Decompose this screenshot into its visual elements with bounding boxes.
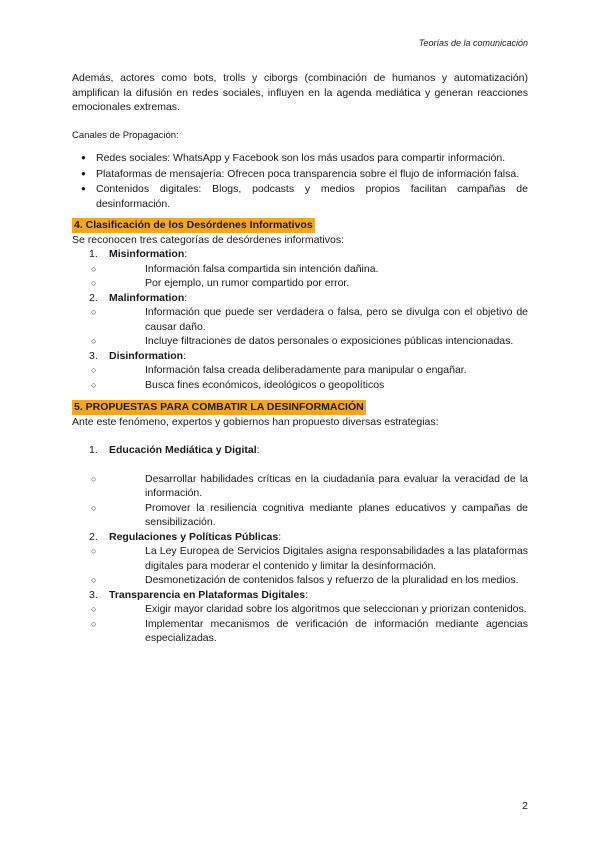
list-item: ● Contenidos digitales: Blogs, podcasts y medios propios facilitan campañas de desinformación.	[72, 182, 528, 211]
sub-list-item: ○ Información que puede ser verdadera o falsa, pero se divulga con el objetivo de causar daño.	[72, 305, 528, 334]
list-item: 3. Disinformation: ○ Información falsa creada deliberadamente para manipular o engañar. ○ Busca fines económicos, ideológicos o geopolíticos	[72, 349, 528, 393]
sub-list-item: ○ Desmonetización de contenidos falsos y refuerzo de la pluralidad en los medios.	[72, 573, 528, 588]
page-number: 2	[522, 800, 528, 812]
section-4-list	[72, 247, 528, 392]
list-item: ● Plataformas de mensajería: Ofrecen poca transparencia sobre el flujo de información falsa.	[72, 167, 528, 182]
list-item: ● Redes sociales: WhatsApp y Facebook son los más usados para compartir información.	[72, 151, 528, 166]
list-item: 2. Regulaciones y Políticas Públicas: ○ La Ley Europea de Servicios Digitales asigna responsabilidades a las plataformas digitales para moderar el contenido y limitar la desinformación. ○ Desmonetización de contenidos falsos y refuerzo de la pluralidad en los medios.	[72, 530, 528, 588]
list-item: 1. Misinformation: ○ Información falsa compartida sin intención dañina. ○ Por ejemplo, un rumor compartido por error.	[72, 247, 528, 291]
section-4-heading: 4. Clasificación de los Desórdenes Informativos	[74, 219, 313, 231]
section-5-list	[72, 443, 528, 646]
intro-paragraph: Además, actores como bots, trolls y ciborgs (combinación de humanos y automatización) amplifican la difusión en redes sociales, influyen en la agenda mediática y generan reacciones emocionales extremas.	[72, 72, 528, 113]
running-header: Teorías de la comunicación	[418, 38, 528, 48]
section-5-heading: 5. PROPUESTAS PARA COMBATIR LA DESINFORMACIÓN	[74, 401, 364, 413]
sub-list-item: ○ Incluye filtraciones de datos personales o exposiciones públicas intencionadas.	[72, 334, 528, 349]
section-4-lead: Se reconocen tres categorías de desórdenes informativos:	[72, 233, 344, 246]
channels-label: Canales de Propagación:	[72, 129, 179, 141]
item-title: Misinformation	[109, 248, 185, 260]
item-title: Regulaciones y Políticas Públicas	[109, 530, 279, 543]
item-title: Disinformation	[109, 349, 184, 362]
sub-list-item: ○ Desarrollar habilidades críticas en la ciudadanía para evaluar la veracidad de la información.	[72, 472, 528, 501]
sub-list-item: ○ La Ley Europea de Servicios Digitales asigna responsabilidades a las plataformas digitales para moderar el contenido y limitar la desinformación.	[72, 544, 528, 573]
page-content	[72, 71, 528, 646]
sub-list-item: ○ Por ejemplo, un rumor compartido por error.	[72, 276, 528, 291]
list-item: 2. Malinformation: ○ Información que puede ser verdadera o falsa, pero se divulga con el objetivo de causar daño. ○ Incluye filtraciones de datos personales o exposiciones públicas intencionadas.	[72, 291, 528, 349]
sub-list-item: ○ Implementar mecanismos de verificación de información mediante agencias especializadas.	[72, 617, 528, 646]
section-5-lead: Ante este fenómeno, expertos y gobiernos han propuesto diversas estrategias:	[72, 415, 439, 428]
sub-list-item: ○ Información falsa creada deliberadamente para manipular o engañar.	[72, 363, 528, 378]
channels-list	[72, 151, 528, 211]
sub-list-item: ○ Exigir mayor claridad sobre los algoritmos que seleccionan y priorizan contenidos.	[72, 602, 528, 617]
item-title: Transparencia en Plataformas Digitales	[109, 588, 306, 601]
sub-list-item: ○ Información falsa compartida sin intención dañina.	[72, 262, 528, 277]
sub-list-item: ○ Promover la resiliencia cognitiva mediante planes educativos y campañas de sensibilización.	[72, 501, 528, 530]
item-title: Malinformation	[109, 291, 185, 304]
list-item: 3. Transparencia en Plataformas Digitales: ○ Exigir mayor claridad sobre los algoritmos que seleccionan y priorizan contenidos. ○ Implementar mecanismos de verificación de información mediante agencias especializadas.	[72, 588, 528, 646]
item-title: Educación Mediática y Digital	[109, 444, 257, 456]
sub-list-item: ○ Busca fines económicos, ideológicos o geopolíticos	[72, 378, 528, 393]
list-item: 1. Educación Mediática y Digital: ○ Desarrollar habilidades críticas en la ciudadanía para evaluar la veracidad de la información. ○ Promover la resiliencia cognitiva mediante planes educativos y campañas de sensibilización.	[72, 443, 528, 530]
